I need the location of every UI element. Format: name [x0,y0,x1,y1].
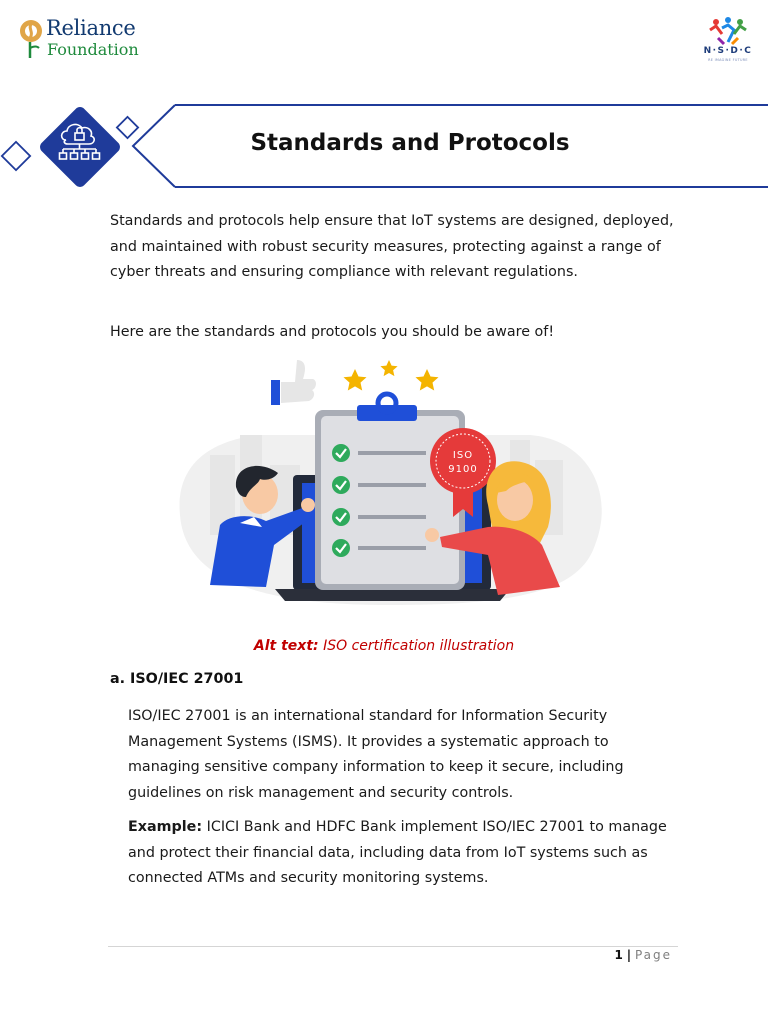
check-icon [332,476,350,494]
reliance-wordmark: Reliance [46,16,136,40]
thumbs-up-icon [271,360,316,405]
section-heading-iso-27001: a. ISO/IEC 27001 [110,671,244,687]
alt-text-value: ISO certification illustration [323,638,515,654]
page-title: Standards and Protocols [250,130,570,156]
nsdc-people-icon [708,16,748,46]
rating-stars [344,360,439,391]
example-label: Example: [128,819,203,835]
iso-badge-line2: 9100 [448,464,478,475]
footer-divider [108,946,678,947]
clipboard-checklist [315,394,465,590]
reliance-flame-icon [18,18,44,60]
check-icon [332,508,350,526]
foundation-wordmark: Foundation [47,40,139,59]
page-footer [560,948,672,962]
check-icon [332,539,350,557]
check-icon [332,444,350,462]
nsdc-wordmark: N·S·D·C [703,46,753,56]
alt-text-label: Alt text: [253,638,319,654]
star-icon [380,360,397,376]
page-separator: | [626,948,632,962]
diamond-decoration [117,117,138,138]
nsdc-tagline: RE IMAGINE FUTURE [708,58,748,62]
example-text: ICICI Bank and HDFC Bank implement ISO/IEC 27001 to manage and protect their financial data, including data from IoT systems such as connected ATMs and security monitoring systems. [128,819,667,886]
reliance-foundation-logo [18,16,158,66]
diamond-decoration [2,142,30,170]
page-word: Page [634,948,672,962]
intro-paragraph-2: Here are the standards and protocols you should be aware of! [110,324,555,340]
intro-paragraph: Standards and protocols help ensure that IoT systems are designed, deployed, and maintained with robust security measures, protecting against a range of cyber threats and ensuring compliance with relevant regulations. [110,213,674,280]
star-icon [344,369,367,391]
example-paragraph [128,815,673,892]
alt-text-line [0,638,768,654]
iso-badge-line1: ISO [452,450,474,461]
iso-certification-illustration [170,355,610,615]
page-number: 1 [614,948,623,962]
nsdc-logo [698,16,758,68]
section-body: ISO/IEC 27001 is an international standard for Information Security Management Systems (ISMS). It provides a systematic approach to managing sensitive company information to keep it secure, including guidelines on risk management and security controls. [128,708,624,801]
star-icon [416,369,439,391]
